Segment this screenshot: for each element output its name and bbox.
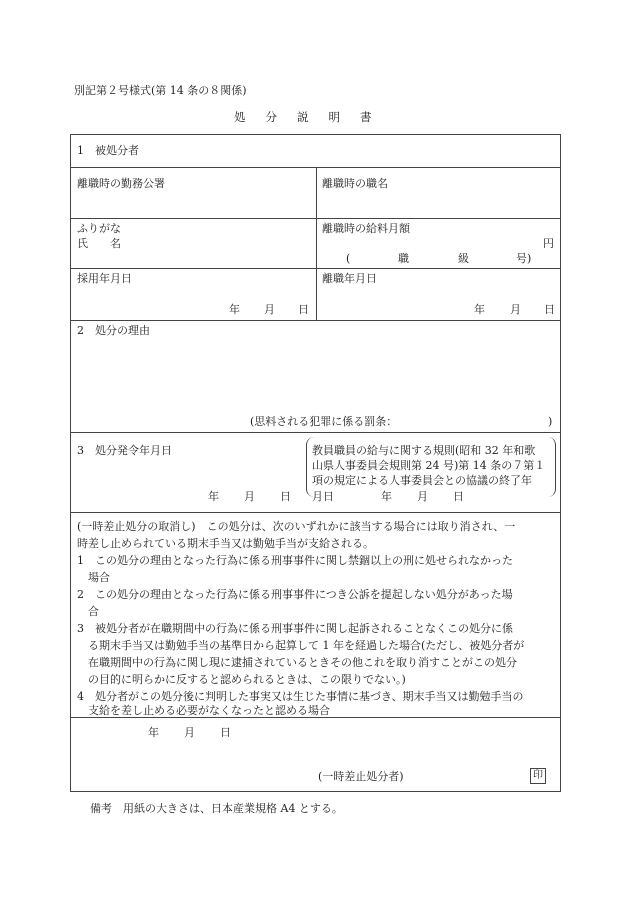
workplace-label: 離職時の勤務公署 [77, 177, 165, 190]
notice-item-1a: 1 この処分の理由となった行為に係る刑事事件に関し禁錮以上の刑に処せられなかった [77, 554, 513, 567]
grade-shoku: 職 [398, 252, 409, 265]
signer-label: (一時差止処分者) [318, 770, 404, 783]
grade-kyu: 級 [458, 252, 469, 265]
rule-line-3: 項の規定による人事委員会との協議の終了年 [312, 474, 532, 487]
agreement-day: 日 [453, 490, 464, 503]
notice-item-3d: の目的に明らかに反すると認められるときは、この限りでない。) [88, 673, 406, 686]
furigana-label: ふりがな [77, 222, 121, 235]
form-number-label: 別記第２号様式(第 14 条の８関係) [74, 84, 247, 97]
signature-year: 年 [148, 726, 159, 739]
notice-intro-1: (一時差止処分の取消し) この処分は、次のいずれかに該当する場合には取り消され、一 [77, 520, 516, 533]
brace-right [547, 437, 556, 497]
notice-item-3a: 3 被処分者が在職期間中の行為に係る刑事事件に関し起訴されることなくこの処分に係 [77, 622, 513, 635]
salary-label: 離職時の給料月額 [322, 222, 410, 235]
document-title: 処分説明書 [234, 110, 392, 124]
seal-stamp: 印 [530, 768, 546, 784]
rule-line-1: 教員職員の給与に関する規則(昭和 32 年和歌 [312, 444, 536, 457]
leave-year: 年 [474, 303, 485, 316]
notice-item-3b: る期末手当又は勤勉手当の基準日から起算して 1 年を経過した場合(ただし、被処分者が [88, 639, 525, 652]
issue-day: 日 [280, 490, 291, 503]
notice-item-4b: 支給を差し止める必要がなくなったと認める場合 [88, 704, 330, 717]
signature-day: 日 [220, 726, 231, 739]
hire-year: 年 [229, 303, 240, 316]
issue-year: 年 [208, 490, 219, 503]
rule-line-2: 山県人事委員会規則第 24 号)第 14 条の７第１ [312, 459, 546, 472]
section-3-heading: 3 処分発令年月日 [77, 444, 172, 457]
notice-item-2b: 合 [88, 605, 99, 618]
penalty-clause-label: (思料される犯罪に係る罰条： [250, 415, 398, 428]
notice-item-3c: 在職期間中の行為に関し現に逮捕されているときその他これを取り消すことがこの処分 [88, 656, 517, 669]
salary-unit: 円 [543, 237, 554, 250]
notice-item-2a: 2 この処分の理由となった行為に係る刑事事件につき公訴を提起しない処分があった場 [77, 588, 513, 601]
agreement-year: 年 [381, 490, 392, 503]
hire-date-label: 採用年月日 [77, 272, 132, 285]
grade-go: 号) [516, 252, 532, 265]
hire-month: 月 [264, 303, 275, 316]
notice-item-1b: 場合 [88, 571, 110, 584]
penalty-clause-close: ) [548, 415, 553, 428]
signature-month: 月 [184, 726, 195, 739]
position-label: 離職時の職名 [322, 177, 388, 190]
grade-open: ( [346, 252, 351, 265]
notice-item-4a: 4 処分者がこの処分後に判明した事実又は生じた事情に基づき、期末手当又は勤勉手当の [77, 690, 524, 703]
name-label: 氏 名 [77, 237, 121, 250]
notice-intro-2: 時差し止められている期末手当又は勤勉手当が支給される。 [77, 537, 374, 550]
rule-line-4: 月日 [312, 490, 334, 503]
leave-day: 日 [544, 303, 555, 316]
agreement-month: 月 [417, 490, 428, 503]
hire-day: 日 [298, 303, 309, 316]
issue-month: 月 [244, 490, 255, 503]
leave-date-label: 離職年月日 [322, 272, 377, 285]
remark-note: 備考 用紙の大きさは、日本産業規格 A4 とする。 [90, 802, 343, 815]
section-1-heading: 1 被処分者 [77, 144, 139, 157]
leave-month: 月 [510, 303, 521, 316]
section-2-heading: 2 処分の理由 [77, 324, 150, 337]
